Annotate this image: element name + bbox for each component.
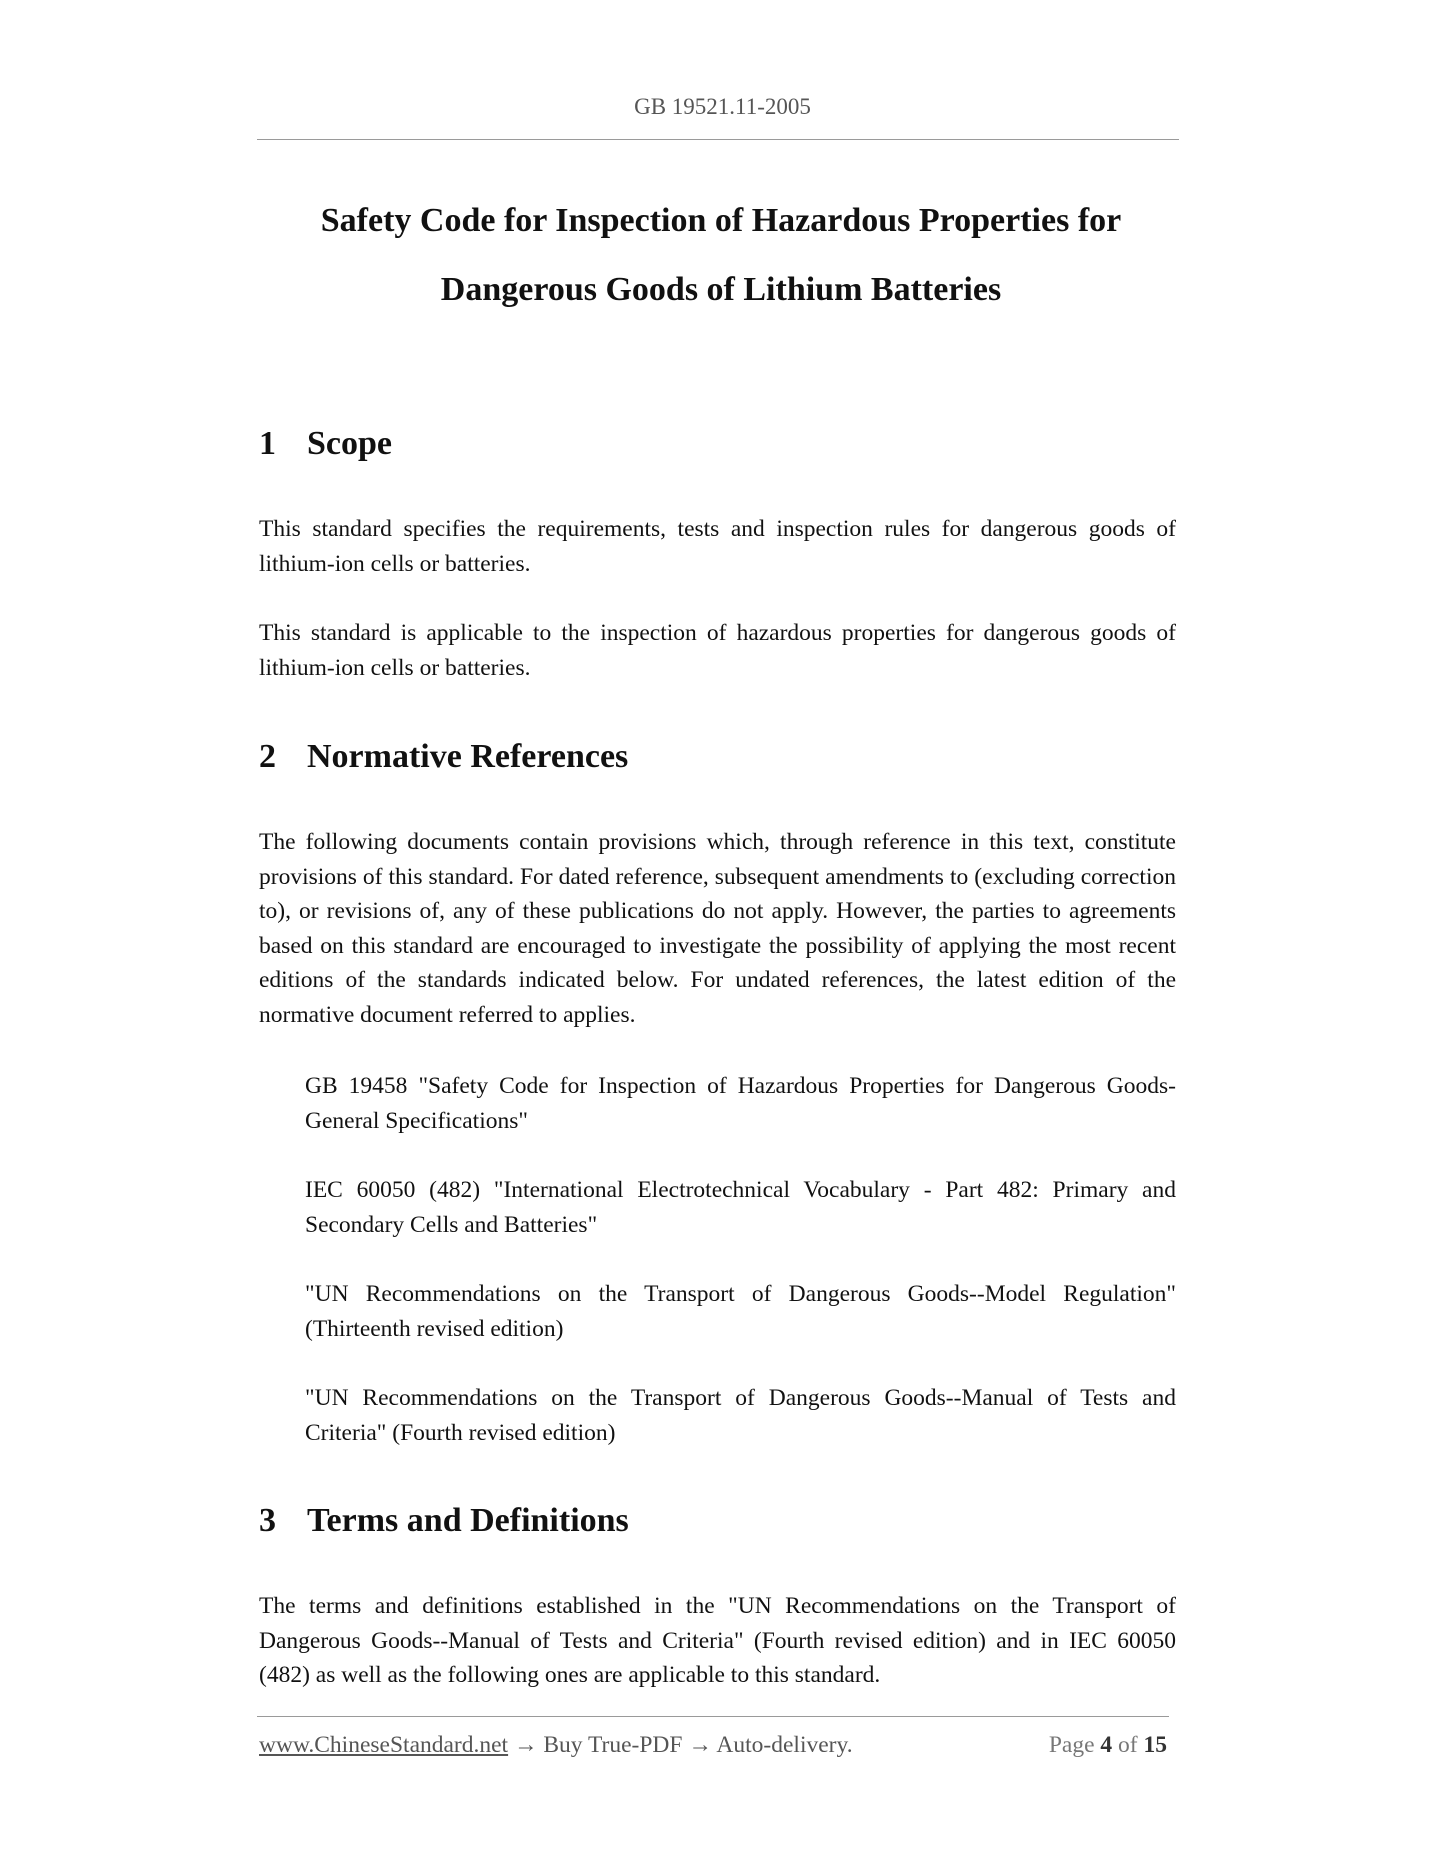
site-link[interactable]: www.ChineseStandard.net	[259, 1732, 509, 1758]
reference-item-un-model-regulation: "UN Recommendations on the Transport of Dangerous Goods--Model Regulation" (Thirteenth revised edition)	[305, 1281, 1176, 1342]
document-title-line-1: Safety Code for Inspection of Hazardous Properties for	[320, 202, 1122, 239]
header-divider	[257, 139, 1179, 140]
buy-true-pdf-text: Buy True-PDF	[543, 1732, 683, 1758]
section-number: 2	[259, 738, 276, 775]
terms-and-definitions-paragraph: The terms and definitions established in the "UN Recommendations on the Transport of Dangerous Goods--Manual of Tests and Criteria" (Fourth revised edition) and in IEC 60050 (482) as well as the following ones are applicable to this standard.	[259, 1593, 1176, 1688]
reference-item-iec-60050: IEC 60050 (482) "International Electrotechnical Vocabulary - Part 482: Primary and Secondary Cells and Batteries"	[305, 1177, 1176, 1238]
document-code-header: GB 19521.11-2005	[634, 94, 811, 119]
section-title: Terms and Definitions	[307, 1502, 629, 1539]
document-title	[240, 186, 1202, 324]
section-number: 3	[259, 1502, 276, 1539]
section-heading-scope	[259, 424, 392, 464]
section-heading-normative-references	[259, 737, 628, 777]
footer-promo	[259, 1732, 853, 1759]
arrow-right-icon: →	[688, 1732, 712, 1758]
section-title: Normative References	[307, 738, 629, 775]
section-number: 1	[259, 425, 276, 462]
page-of-label: of	[1118, 1732, 1138, 1758]
reference-item-gb-19458: GB 19458 "Safety Code for Inspection of Hazardous Properties for Dangerous Goods-General Specifications"	[305, 1073, 1176, 1134]
footer-divider	[257, 1716, 1169, 1717]
current-page-number: 4	[1100, 1732, 1113, 1758]
normative-references-paragraph: The following documents contain provisions which, through reference in this text, constitute provisions of this standard. For dated reference, subsequent amendments to (excluding correction to), or revisions of, any of these publications do not apply. However, the parties to agreements based on this standard are encouraged to investigate the possibility of applying the most recent editions of the standards indicated below. For undated references, the latest edition of the normative document referred to applies.	[259, 829, 1176, 1028]
page-label: Page	[1048, 1732, 1095, 1758]
page-indicator	[1049, 1732, 1167, 1759]
arrow-right-icon: →	[513, 1732, 538, 1758]
auto-delivery-text: Auto-delivery.	[716, 1732, 853, 1758]
reference-item-un-manual-of-tests: "UN Recommendations on the Transport of Dangerous Goods--Manual of Tests and Criteria" (Fourth revised edition)	[305, 1385, 1176, 1446]
section-title: Scope	[307, 425, 392, 462]
scope-paragraph-1: This standard specifies the requirements, tests and inspection rules for dangerous goods of lithium-ion cells or batteries.	[259, 516, 1176, 577]
total-pages-number: 15	[1143, 1732, 1167, 1758]
scope-paragraph-2: This standard is applicable to the inspection of hazardous properties for dangerous goods of lithium-ion cells or batteries.	[259, 620, 1176, 681]
section-heading-terms-and-definitions	[259, 1501, 629, 1541]
document-title-line-2: Dangerous Goods of Lithium Batteries	[440, 271, 1002, 308]
